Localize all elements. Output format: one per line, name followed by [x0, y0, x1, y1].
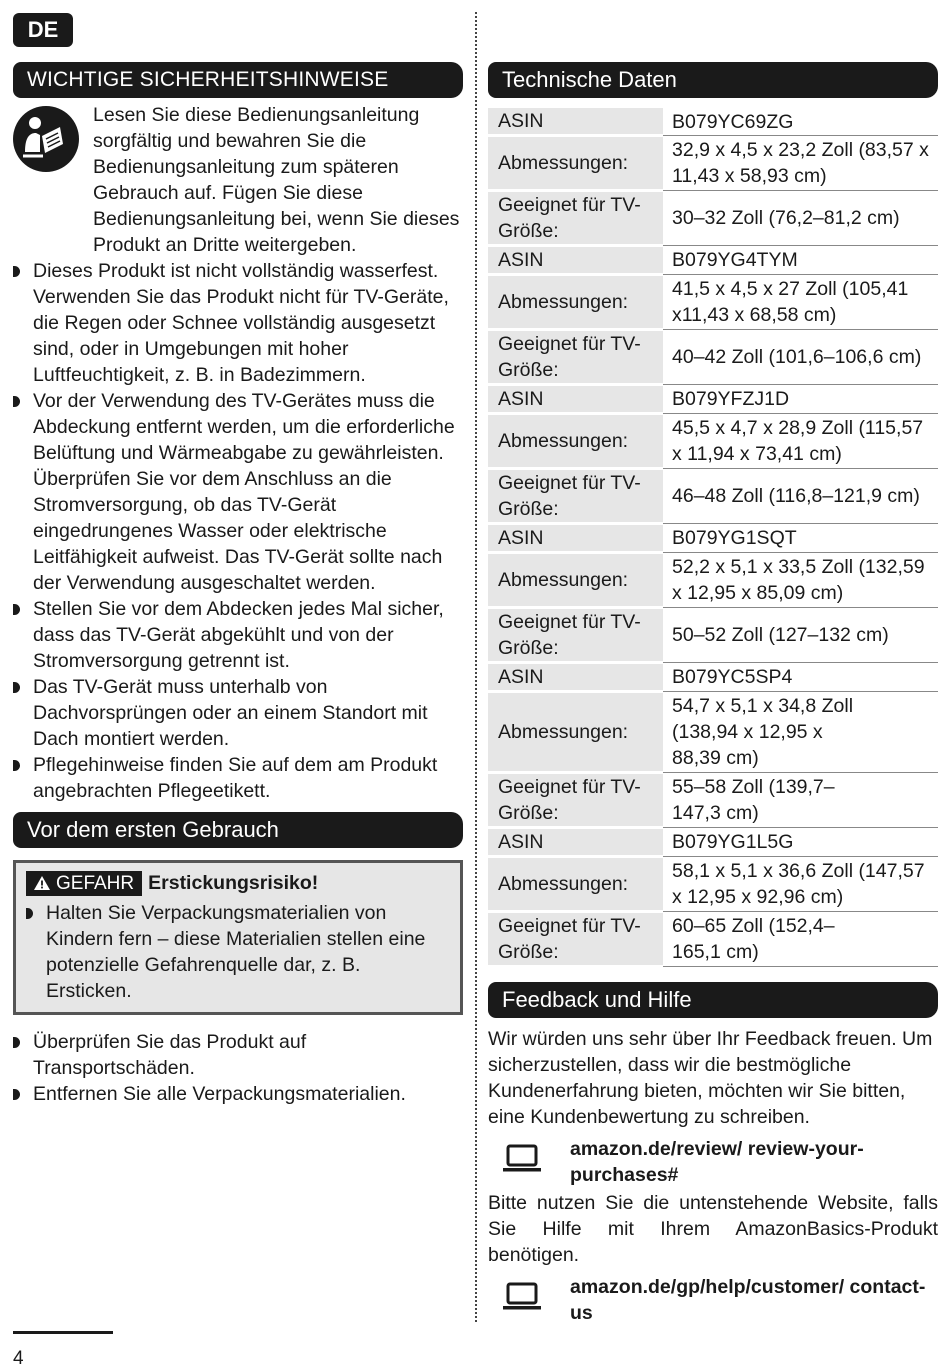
- tv-size-value: 50–52 Zoll (127–132 cm): [663, 608, 938, 663]
- column-divider: [475, 12, 477, 1322]
- table-row: [488, 275, 938, 330]
- asin-value: B079YG1L5G: [663, 828, 938, 857]
- list-item: Überprüfen Sie das Produkt auf Transportschäden.: [13, 1029, 463, 1081]
- intro-block: [13, 102, 463, 258]
- list-item: Das TV-Gerät muss unterhalb von Dachvorsprüngen oder an einem Standort mit Dach montiert werden.: [13, 674, 463, 752]
- table-row: [488, 773, 938, 828]
- tv-size-value: 60–65 Zoll (152,4–165,1 cm): [663, 912, 938, 967]
- asin-value: B079YFZJ1D: [663, 385, 938, 414]
- tv-size-label: Geeignet für TV-Größe:: [488, 469, 663, 524]
- dimensions-label: Abmessungen:: [488, 553, 663, 608]
- table-row: [488, 246, 938, 275]
- bullet-icon: [13, 760, 20, 771]
- asin-value: B079YC5SP4: [663, 663, 938, 692]
- asin-label: ASIN: [488, 524, 663, 553]
- bullet-icon: [13, 1089, 20, 1100]
- table-row: [488, 330, 938, 385]
- first-use-bullet-list: [13, 1029, 463, 1107]
- dimensions-label: Abmessungen:: [488, 275, 663, 330]
- help-link-row: [488, 1274, 938, 1326]
- danger-heading: [26, 870, 450, 896]
- help-text: Bitte nutzen Sie die untenstehende Website, falls Sie Hilfe mit Ihrem AmazonBasics-Produkt benötigen.: [488, 1192, 938, 1266]
- asin-value: B079YC69ZG: [663, 108, 938, 136]
- danger-box: [13, 860, 463, 1015]
- bullet-icon: [13, 396, 20, 407]
- bullet-icon: [26, 908, 33, 919]
- asin-label: ASIN: [488, 663, 663, 692]
- bullet-icon: [13, 682, 20, 693]
- right-column: [488, 62, 938, 1326]
- dimensions-value: 54,7 x 5,1 x 34,8 Zoll (138,94 x 12,95 x 88,39 cm): [663, 692, 938, 773]
- table-row: [488, 136, 938, 191]
- feedback-header: Feedback und Hilfe: [488, 982, 938, 1018]
- laptop-icon: [502, 1282, 542, 1312]
- asin-value: B079YG1SQT: [663, 524, 938, 553]
- list-item: Vor der Verwendung des TV-Gerätes muss die Abdeckung entfernt werden, um die erforderliche Belüftung und Wärmeabgabe zu gewährleisten. Überprüfen Sie vor dem Anschluss an die Stromversorgung, ob das TV-Gerät eingedrungenes Wasser oder elektrische Leitfähigkeit aufweist. Das TV-Gerät sollte nach der Verwendung ausgeschaltet werden.: [13, 388, 463, 596]
- dimensions-value: 45,5 x 4,7 x 28,9 Zoll (115,57 x 11,94 x 73,41 cm): [663, 414, 938, 469]
- bullet-icon: [13, 1037, 20, 1048]
- dimensions-label: Abmessungen:: [488, 414, 663, 469]
- list-item: Stellen Sie vor dem Abdecken jedes Mal sicher, dass das TV-Gerät abgekühlt und von der Stromversorgung getrennt ist.: [13, 596, 463, 674]
- review-link-row: [488, 1136, 938, 1188]
- table-row: [488, 692, 938, 773]
- dimensions-value: 58,1 x 5,1 x 36,6 Zoll (147,57 x 12,95 x 92,96 cm): [663, 857, 938, 912]
- left-column: [13, 62, 463, 1107]
- intro-text: Lesen Sie diese Bedienungsanleitung sorgfältig und bewahren Sie die Bedienungsanleitung zum späteren Gebrauch auf. Fügen Sie diese Bedienungsanleitung bei, wenn Sie dieses Produkt an Dritte weitergeben.: [93, 104, 460, 256]
- page-number: 4: [13, 1348, 24, 1369]
- tv-size-label: Geeignet für TV-Größe:: [488, 773, 663, 828]
- asin-label: ASIN: [488, 828, 663, 857]
- tv-size-label: Geeignet für TV-Größe:: [488, 912, 663, 967]
- table-row: [488, 553, 938, 608]
- dimensions-label: Abmessungen:: [488, 857, 663, 912]
- table-row: [488, 414, 938, 469]
- list-item: Pflegehinweise finden Sie auf dem am Produkt angebrachten Pflegeetikett.: [13, 752, 463, 804]
- table-row: [488, 385, 938, 414]
- asin-label: ASIN: [488, 108, 663, 136]
- footer-rule: [13, 1331, 113, 1334]
- table-row: [488, 191, 938, 246]
- tv-size-value: 40–42 Zoll (101,6–106,6 cm): [663, 330, 938, 385]
- table-row: [488, 108, 938, 136]
- feedback-text: Wir würden uns sehr über Ihr Feedback freuen. Um sicherzustellen, dass wir die bestmögliche Kundenerfahrung bieten, möchten wir Sie bitten, eine Kundenbewertung zu schreiben.: [488, 1028, 933, 1128]
- table-row: [488, 912, 938, 967]
- tv-size-value: 46–48 Zoll (116,8–121,9 cm): [663, 469, 938, 524]
- list-item: Halten Sie Verpackungsmaterialien von Kindern fern – diese Materialien stellen eine potenzielle Gefahrenquelle dar, z. B. Ersticken.: [26, 900, 450, 1004]
- list-item: Dieses Produkt ist nicht vollständig wasserfest. Verwenden Sie das Produkt nicht für TV-Geräte, die Regen oder Schnee vollständig ausgesetzt sind, oder in Umgebungen mit hoher Luftfeuchtigkeit, z. B. in Badezimmern.: [13, 258, 463, 388]
- review-link[interactable]: amazon.de/review/ review-your-purchases#: [570, 1138, 864, 1186]
- tv-size-label: Geeignet für TV-Größe:: [488, 330, 663, 385]
- spec-table: [488, 108, 938, 968]
- help-link[interactable]: amazon.de/gp/help/customer/ contact-us: [570, 1276, 926, 1324]
- warning-icon: [34, 876, 50, 890]
- list-item: Entfernen Sie alle Verpackungsmaterialien.: [13, 1081, 463, 1107]
- safety-bullet-list: [13, 258, 463, 804]
- danger-title: Erstickungsrisiko!: [148, 871, 319, 894]
- tv-size-label: Geeignet für TV-Größe:: [488, 191, 663, 246]
- asin-label: ASIN: [488, 246, 663, 275]
- bullet-icon: [13, 266, 20, 277]
- dimensions-value: 52,2 x 5,1 x 33,5 Zoll (132,59 x 12,95 x 85,09 cm): [663, 553, 938, 608]
- tv-size-value: 55–58 Zoll (139,7–147,3 cm): [663, 773, 938, 828]
- danger-tag-label: GEFAHR: [56, 872, 135, 894]
- table-row: [488, 857, 938, 912]
- table-row: [488, 663, 938, 692]
- tech-data-header: Technische Daten: [488, 62, 938, 98]
- asin-label: ASIN: [488, 385, 663, 414]
- dimensions-label: Abmessungen:: [488, 692, 663, 773]
- tv-size-label: Geeignet für TV-Größe:: [488, 608, 663, 663]
- dimensions-value: 32,9 x 4,5 x 23,2 Zoll (83,57 x 11,43 x 58,93 cm): [663, 136, 938, 191]
- table-row: [488, 608, 938, 663]
- danger-tag: [26, 871, 142, 896]
- laptop-icon: [502, 1144, 542, 1174]
- bullet-icon: [13, 604, 20, 615]
- language-badge: DE: [13, 13, 73, 47]
- dimensions-value: 41,5 x 4,5 x 27 Zoll (105,41 x11,43 x 68,58 cm): [663, 275, 938, 330]
- first-use-header: Vor dem ersten Gebrauch: [13, 812, 463, 848]
- read-manual-icon: [13, 106, 79, 172]
- danger-bullet-list: [26, 900, 450, 1004]
- table-row: [488, 524, 938, 553]
- tv-size-value: 30–32 Zoll (76,2–81,2 cm): [663, 191, 938, 246]
- dimensions-label: Abmessungen:: [488, 136, 663, 191]
- table-row: [488, 469, 938, 524]
- table-row: [488, 828, 938, 857]
- asin-value: B079YG4TYM: [663, 246, 938, 275]
- safety-header: WICHTIGE SICHERHEITSHINWEISE: [13, 62, 463, 98]
